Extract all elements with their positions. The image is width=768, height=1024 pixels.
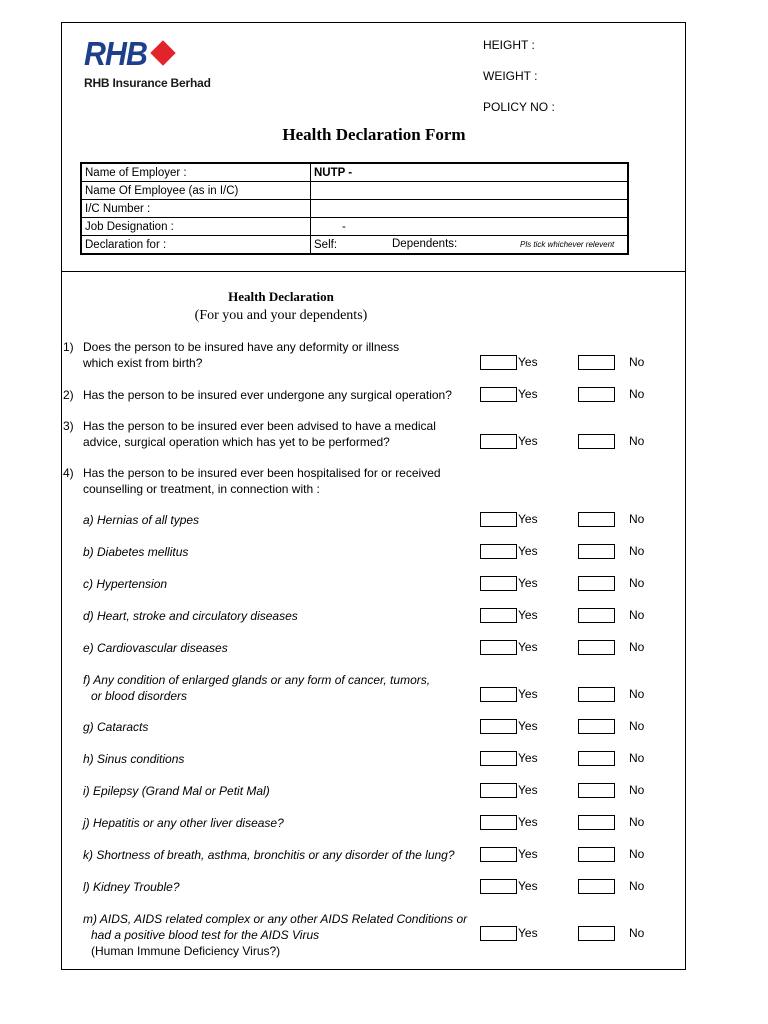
sub-question-k-no-label: No <box>629 847 645 861</box>
declaration-label: Declaration for : <box>81 236 311 255</box>
question-3-yes-label: Yes <box>518 434 538 448</box>
sub-question-text: c) Hypertension <box>83 577 168 591</box>
sub-question-i-no-checkbox[interactable] <box>578 783 615 798</box>
question-number: 3) <box>63 419 74 433</box>
sub-question-d-yes-checkbox[interactable] <box>480 608 517 623</box>
sub-question-h-no-checkbox[interactable] <box>578 751 615 766</box>
job-field[interactable] <box>311 218 629 236</box>
employee-row <box>81 182 628 200</box>
sub-question-f-yes-label: Yes <box>518 687 538 701</box>
sub-question-g-no-checkbox[interactable] <box>578 719 615 734</box>
sub-question-text: g) Cataracts <box>83 720 149 734</box>
sub-question-j-no-checkbox[interactable] <box>578 815 615 830</box>
employer-value: NUTP - <box>314 166 353 179</box>
question-text: Has the person to be insured ever undergone any surgical operation? <box>83 388 452 402</box>
section-divider <box>61 271 686 272</box>
job-value: - <box>342 220 346 233</box>
question-number: 1) <box>63 340 74 354</box>
employee-label: Name Of Employee (as in I/C) <box>81 182 311 200</box>
ic-field[interactable] <box>311 200 629 218</box>
sub-question-text: k) Shortness of breath, asthma, bronchitis or any disorder of the lung? <box>83 848 455 862</box>
question-text: Has the person to be insured ever been hospitalised for or received <box>83 466 441 480</box>
sub-question-d-yes-label: Yes <box>518 608 538 622</box>
sub-question-a-no-label: No <box>629 512 645 526</box>
rhb-logo <box>84 35 211 90</box>
sub-question-e-yes-label: Yes <box>518 640 538 654</box>
sub-question-e-no-checkbox[interactable] <box>578 640 615 655</box>
sub-question-c-no-checkbox[interactable] <box>578 576 615 591</box>
ic-label: I/C Number : <box>81 200 311 218</box>
job-label: Job Designation : <box>81 218 311 236</box>
dependents-label: Dependents: <box>392 238 458 250</box>
sub-question-text: a) Hernias of all types <box>83 513 200 527</box>
sub-question-a-yes-checkbox[interactable] <box>480 512 517 527</box>
section-subtitle: (For you and your dependents) <box>194 308 368 323</box>
question-text: counselling or treatment, in connection with : <box>83 482 320 496</box>
sub-question-c-yes-checkbox[interactable] <box>480 576 517 591</box>
sub-question-note: (Human Immune Deficiency Virus?) <box>91 944 281 958</box>
sub-question-text: d) Heart, stroke and circulatory diseases <box>83 609 298 623</box>
sub-question-text: i) Epilepsy (Grand Mal or Petit Mal) <box>83 784 270 798</box>
sub-question-a-no-checkbox[interactable] <box>578 512 615 527</box>
sub-question-b-yes-label: Yes <box>518 544 538 558</box>
sub-question-h-yes-label: Yes <box>518 751 538 765</box>
height-label: HEIGHT : <box>483 38 535 52</box>
job-row <box>81 218 628 236</box>
sub-question-g-yes-label: Yes <box>518 719 538 733</box>
sub-question-h-no-label: No <box>629 751 645 765</box>
sub-question-h-yes-checkbox[interactable] <box>480 751 517 766</box>
ic-row <box>81 200 628 218</box>
sub-question-m-no-label: No <box>629 926 645 940</box>
question-1-no-label: No <box>629 355 645 369</box>
weight-label: WEIGHT : <box>483 69 538 83</box>
sub-question-d-no-checkbox[interactable] <box>578 608 615 623</box>
question-1-no-checkbox[interactable] <box>578 355 615 370</box>
question-text: Does the person to be insured have any deformity or illness <box>83 340 400 354</box>
sub-question-c-yes-label: Yes <box>518 576 538 590</box>
sub-question-i-yes-checkbox[interactable] <box>480 783 517 798</box>
question-number: 2) <box>63 388 74 402</box>
sub-question-j-no-label: No <box>629 815 645 829</box>
sub-question-text: b) Diabetes mellitus <box>83 545 189 559</box>
sub-question-text: j) Hepatitis or any other liver disease? <box>83 816 284 830</box>
employer-field[interactable] <box>311 163 629 182</box>
sub-question-b-no-checkbox[interactable] <box>578 544 615 559</box>
question-3-no-checkbox[interactable] <box>578 434 615 449</box>
sub-question-k-yes-label: Yes <box>518 847 538 861</box>
sub-question-text: had a positive blood test for the AIDS Virus <box>91 928 320 942</box>
question-1-yes-checkbox[interactable] <box>480 355 517 370</box>
sub-question-e-yes-checkbox[interactable] <box>480 640 517 655</box>
sub-question-a-yes-label: Yes <box>518 512 538 526</box>
question-text: Has the person to be insured ever been advised to have a medical <box>83 419 436 433</box>
employee-details-table <box>80 162 629 255</box>
sub-question-d-no-label: No <box>629 608 645 622</box>
question-2-yes-checkbox[interactable] <box>480 387 517 402</box>
policy-no-label: POLICY NO : <box>483 100 555 114</box>
sub-question-l-yes-checkbox[interactable] <box>480 879 517 894</box>
sub-question-l-no-label: No <box>629 879 645 893</box>
sub-question-i-no-label: No <box>629 783 645 797</box>
question-number: 4) <box>63 466 74 480</box>
sub-question-f-yes-checkbox[interactable] <box>480 687 517 702</box>
self-label: Self: <box>314 238 338 251</box>
sub-question-j-yes-label: Yes <box>518 815 538 829</box>
sub-question-k-no-checkbox[interactable] <box>578 847 615 862</box>
declaration-field[interactable] <box>311 236 629 255</box>
sub-question-k-yes-checkbox[interactable] <box>480 847 517 862</box>
sub-question-f-no-label: No <box>629 687 645 701</box>
question-2-no-label: No <box>629 387 645 401</box>
question-3-no-label: No <box>629 434 645 448</box>
sub-question-l-yes-label: Yes <box>518 879 538 893</box>
sub-question-m-yes-checkbox[interactable] <box>480 926 517 941</box>
declaration-row <box>81 236 628 255</box>
sub-question-l-no-checkbox[interactable] <box>578 879 615 894</box>
sub-question-j-yes-checkbox[interactable] <box>480 815 517 830</box>
section-title: Health Declaration <box>228 289 334 304</box>
page-title: Health Declaration Form <box>282 125 466 144</box>
employer-label: Name of Employer : <box>81 163 311 182</box>
logo-wordmark: RHB <box>84 35 148 72</box>
sub-question-b-no-label: No <box>629 544 645 558</box>
sub-question-text: f) Any condition of enlarged glands or any form of cancer, tumors, <box>83 673 431 687</box>
logo-subtitle: RHB Insurance Berhad <box>84 76 211 90</box>
sub-question-b-yes-checkbox[interactable] <box>480 544 517 559</box>
employer-row <box>81 163 628 182</box>
sub-question-m-yes-label: Yes <box>518 926 538 940</box>
question-text: advice, surgical operation which has yet to be performed? <box>83 435 390 449</box>
sub-question-text: e) Cardiovascular diseases <box>83 641 228 655</box>
sub-question-f-no-checkbox[interactable] <box>578 687 615 702</box>
question-2-no-checkbox[interactable] <box>578 387 615 402</box>
question-3-yes-checkbox[interactable] <box>480 434 517 449</box>
sub-question-e-no-label: No <box>629 640 645 654</box>
question-2-yes-label: Yes <box>518 387 538 401</box>
sub-question-c-no-label: No <box>629 576 645 590</box>
sub-question-g-no-label: No <box>629 719 645 733</box>
question-1-yes-label: Yes <box>518 355 538 369</box>
sub-question-text: m) AIDS, AIDS related complex or any other AIDS Related Conditions or <box>83 912 468 926</box>
sub-question-text: l) Kidney Trouble? <box>83 880 180 894</box>
sub-question-i-yes-label: Yes <box>518 783 538 797</box>
employee-field[interactable] <box>311 182 629 200</box>
question-text: which exist from birth? <box>83 356 203 370</box>
sub-question-g-yes-checkbox[interactable] <box>480 719 517 734</box>
sub-question-text: h) Sinus conditions <box>83 752 185 766</box>
tick-note: Pls tick whichever relevent <box>520 240 615 249</box>
sub-question-m-no-checkbox[interactable] <box>578 926 615 941</box>
sub-question-text: or blood disorders <box>91 689 188 703</box>
